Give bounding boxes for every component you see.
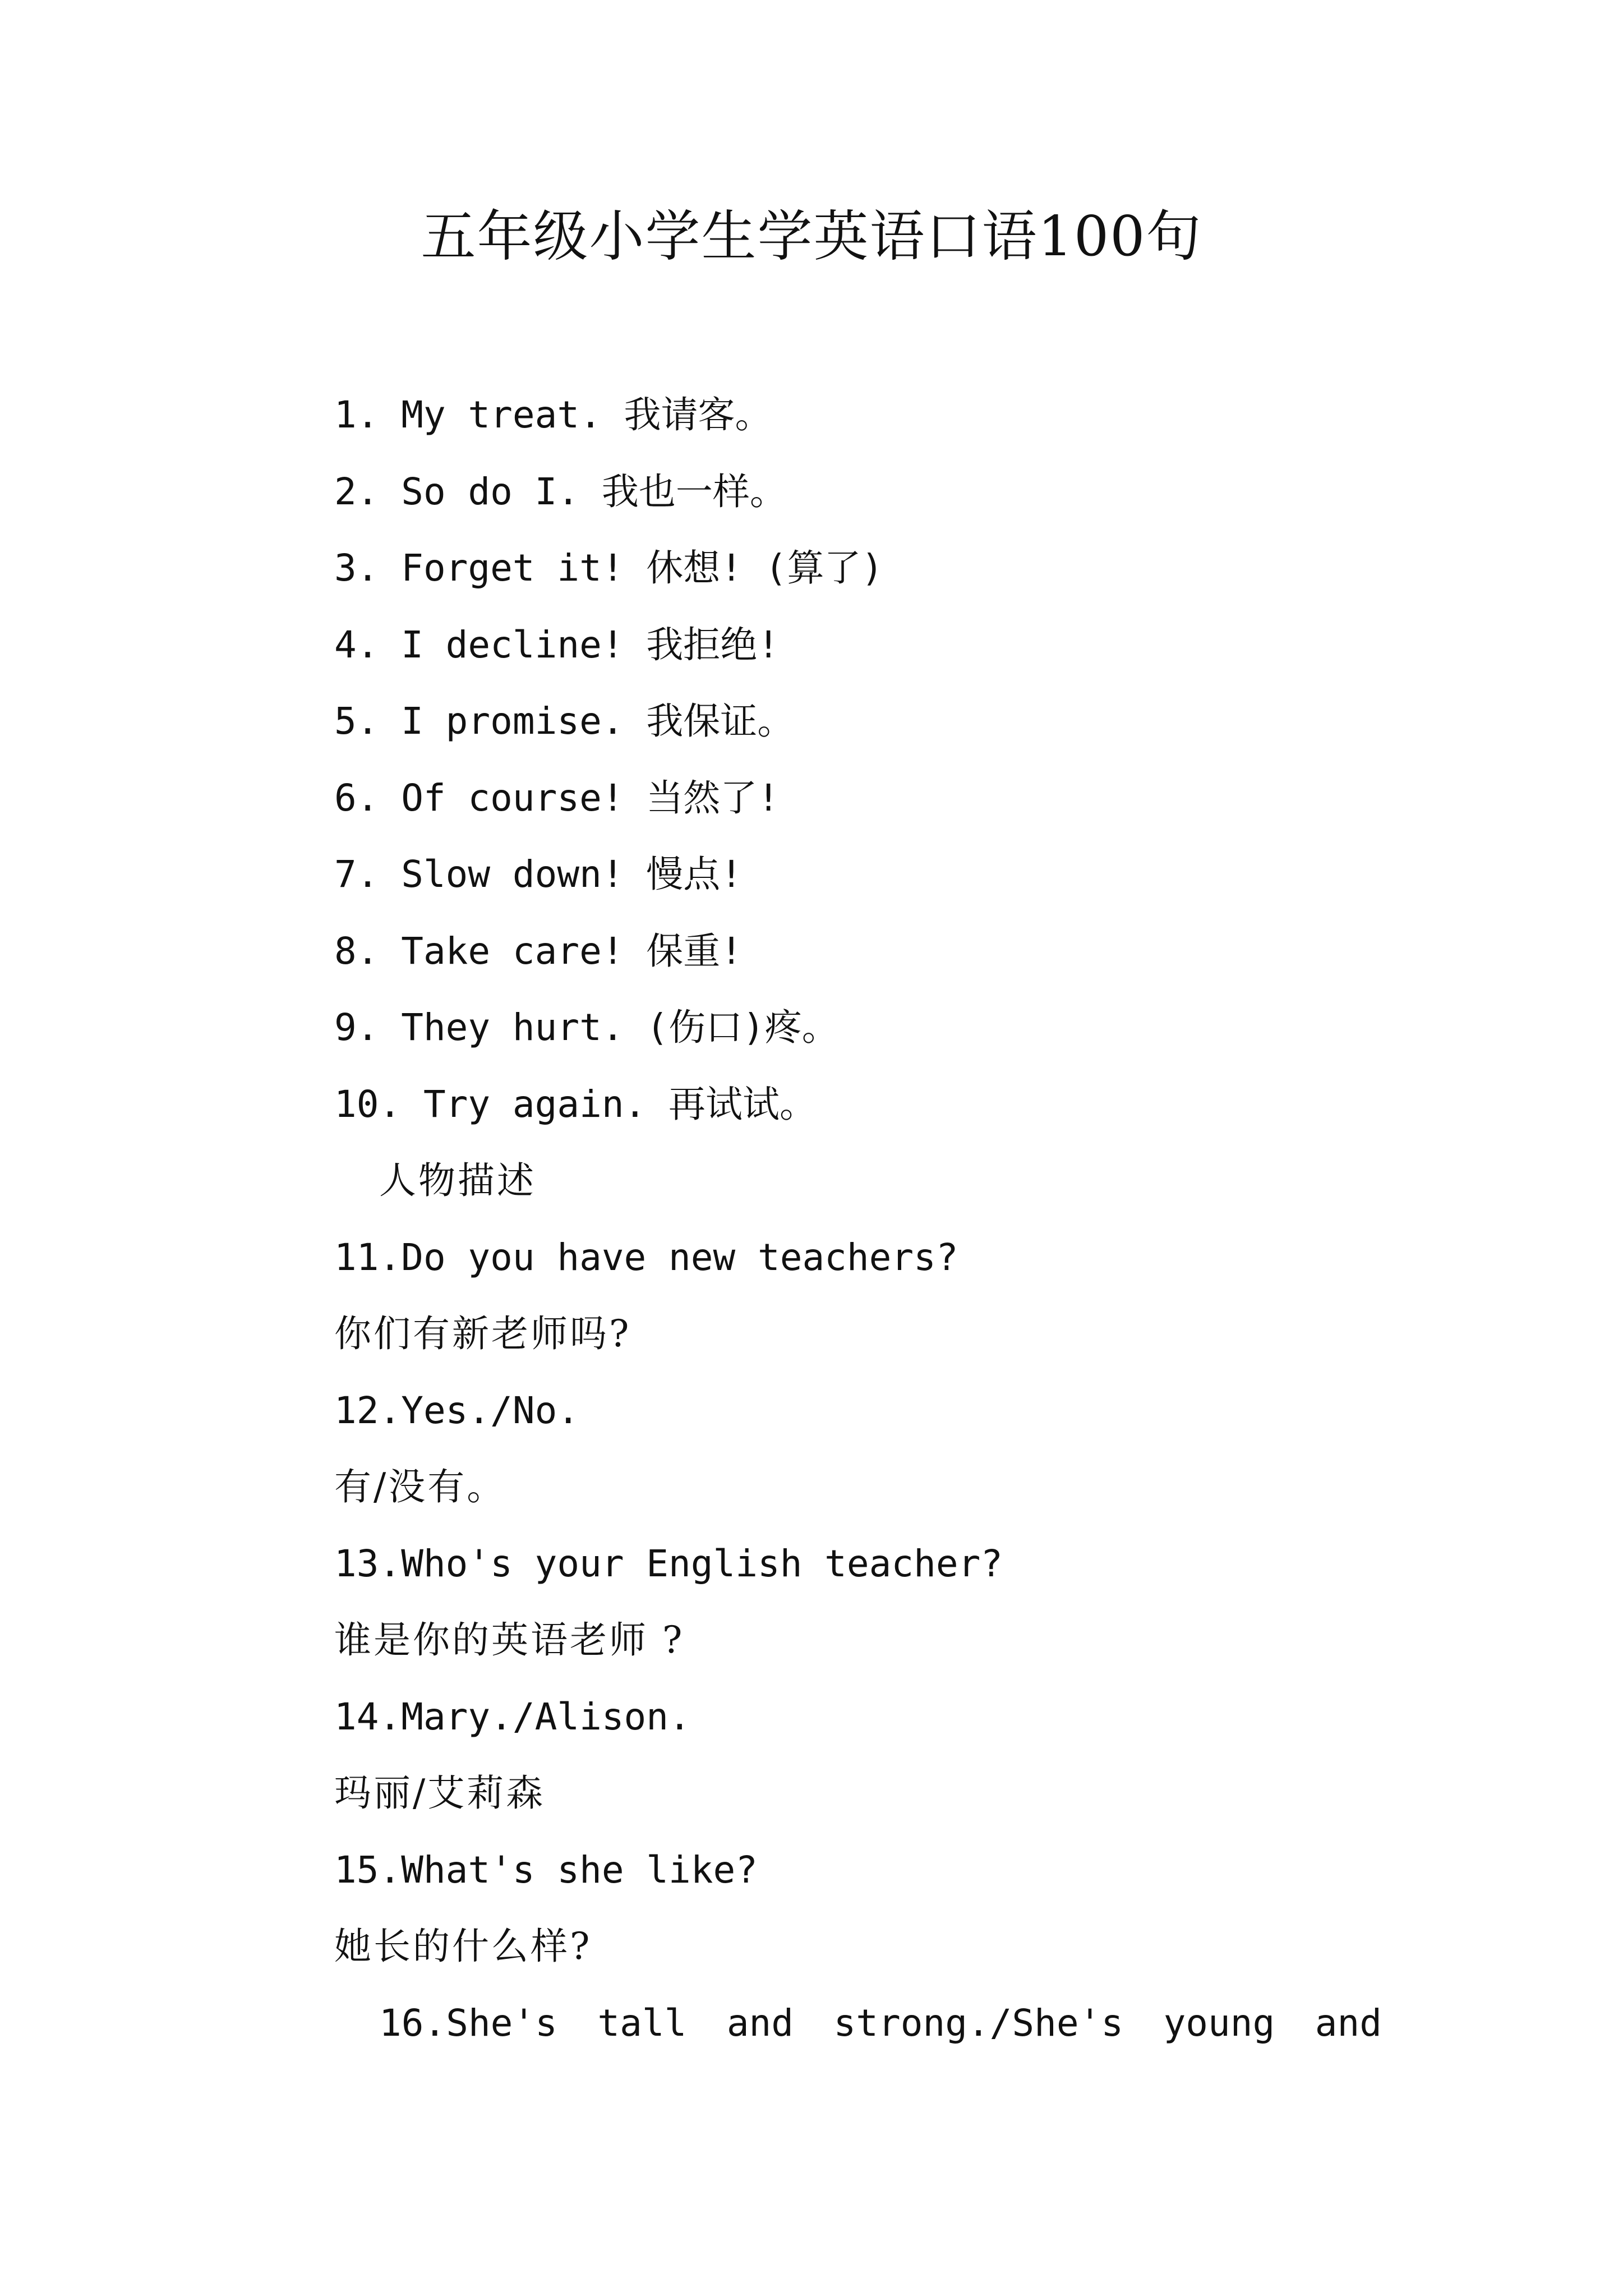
word: tall <box>597 2001 687 2045</box>
section-heading: 人物描述 <box>379 1159 536 1202</box>
word: 16.She's <box>379 2001 557 2045</box>
phrase-line-2: 2. So do I. 我也一样。 <box>334 470 787 513</box>
word: and <box>726 2001 794 2045</box>
phrase-line-13: 13.Who's your English teacher? <box>334 1542 1003 1585</box>
phrase-line-16 <box>0 1985 1623 2062</box>
phrase-line-9: 9. They hurt. (伤口)疼。 <box>334 1006 839 1049</box>
phrase-line-4: 4. I decline! 我拒绝! <box>334 623 780 666</box>
translation-line-14: 玛丽/艾莉森 <box>334 1772 546 1815</box>
phrase-line-1: 1. My treat. 我请客。 <box>334 393 772 436</box>
phrase-line-15: 15.What's she like? <box>334 1848 758 1892</box>
translation-line-11: 你们有新老师吗? <box>334 1312 631 1355</box>
translation-line-13: 谁是你的英语老师 ? <box>334 1618 685 1662</box>
phrase-line-8: 8. Take care! 保重! <box>334 929 743 973</box>
phrase-line-3: 3. Forget it! 休想! (算了) <box>334 546 884 590</box>
phrase-line-14: 14.Mary./Alison. <box>334 1695 691 1738</box>
document-title: 五年级小学生学英语口语100句 <box>421 205 1202 269</box>
phrase-line-11: 11.Do you have new teachers? <box>334 1235 958 1279</box>
word: and <box>1315 2001 1382 2045</box>
word: strong./She's <box>833 2001 1124 2045</box>
phrase-line-10: 10. Try again. 再试试。 <box>334 1082 817 1126</box>
phrase-list <box>0 377 1623 2062</box>
phrase-line-6: 6. Of course! 当然了! <box>334 776 780 820</box>
translation-line-15: 她长的什么样? <box>334 1925 592 1968</box>
phrase-line-5: 5. I promise. 我保证。 <box>334 700 795 743</box>
phrase-line-7: 7. Slow down! 慢点! <box>334 853 743 896</box>
word: young <box>1163 2001 1275 2045</box>
translation-line-12: 有/没有。 <box>334 1465 506 1508</box>
phrase-line-12: 12.Yes./No. <box>334 1388 580 1432</box>
